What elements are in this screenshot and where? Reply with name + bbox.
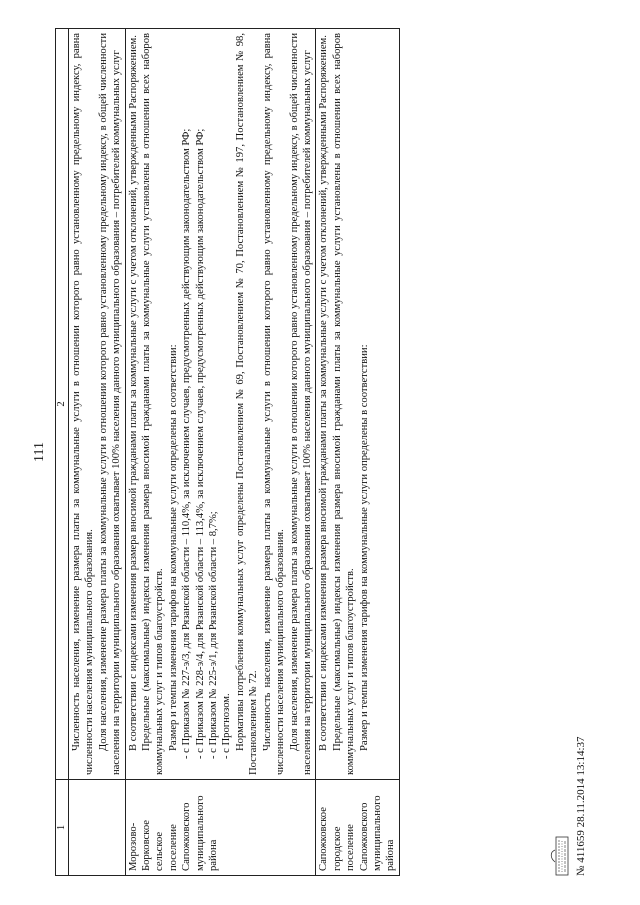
column-header-2: 2 (56, 29, 69, 780)
description-cell (316, 29, 399, 780)
document-page (30, 22, 610, 882)
paragraph: Доля населения, изменение размера платы за коммунальные услуги в отношении которого равно установленному предельному индексу, в общей численности населения на территории муниципального образования охватывает 100% населения данного муниципального образования – потребителей коммунальных услуг (288, 33, 313, 775)
paragraph: Доля населения, изменение размера платы за коммунальные услуги в отношении которого равно установленному предельному индексу, в общей численности населения на территории муниципального образования охватывает 100% населения данного муниципального образования – потребителей коммунальных услуг (97, 33, 123, 775)
paragraph: Предельные (максимальные) индексы изменения размера вносимой гражданами платы за коммунальные услуги установлены в отношении всех наборов коммунальных услуг и типов благоустройств. (141, 33, 166, 775)
column-header-1: 1 (56, 780, 69, 876)
paragraph: В соответствии с индексами изменения размера вносимой гражданами платы за коммунальные услуги с учетом отклонений, утвержденными Распоряжением. (318, 35, 330, 751)
table-row (69, 29, 126, 876)
region-cell-empty (69, 780, 126, 876)
paragraph: Численность населения, изменение размера платы за коммунальные услуги в отношении которого равно установленному предельному индексу, равна численности населения муниципального образования. (71, 33, 96, 775)
paragraph: Нормативы потребления коммунальных услуг определены Постановлением № 69, Постановлением № 70, Постановлением № 197, Постановлением № 98, Постановлением № 72. (234, 33, 260, 775)
list-item: - с Приказом № 228-э/4, для Рязанской области – 113,4%, за исключением случаев, предусмотренных действующим законодательством РФ; (194, 128, 206, 759)
description-cell (125, 29, 316, 780)
table-row (125, 29, 316, 876)
tariff-table (55, 28, 400, 876)
region-cell: Сапожковское городское поселение Сапожковского муниципального района (316, 780, 399, 876)
page-number: 111 (32, 442, 47, 462)
paragraph: В соответствии с индексами изменения размера вносимой гражданами платы за коммунальные услуги с учетом отклонений, утвержденными Распоряжением. (127, 35, 139, 751)
list-item: - с Приказом № 227-э/3, для Рязанской области – 110,4%, за исключением случаев, предусмотренных действующим законодательством РФ; (181, 128, 193, 759)
paragraph: Размер и темпы изменения тарифов на коммунальные услуги определены в соответствии: (167, 344, 179, 751)
table-header-row (56, 29, 69, 876)
paragraph: Численность населения, изменение размера платы за коммунальные услуги в отношении которого равно установленному предельному индексу, равна численности населения муниципального образования. (261, 33, 287, 775)
list-item: - с Прогнозом. (221, 693, 233, 759)
document-id-stamp: № 411659 28.11.2014 13:14:37 (575, 736, 587, 876)
paragraph: Размер и темпы изменения тарифов на коммунальные услуги определены в соответствии: (358, 344, 370, 751)
list-item: - с Приказом № 225-э/1, для Рязанской области – 8,7%; (208, 511, 220, 759)
description-cell (69, 29, 126, 780)
table-row (316, 29, 399, 876)
paragraph: Предельные (максимальные) индексы изменения размера вносимой гражданами платы за коммунальные услуги установлены в отношении всех наборов коммунальных услуг и типов благоустройств. (331, 33, 357, 775)
region-cell: Морозово-Борковское сельское поселение Сапожковского муниципального района (125, 780, 316, 876)
barcode-stamp-icon (550, 836, 570, 876)
